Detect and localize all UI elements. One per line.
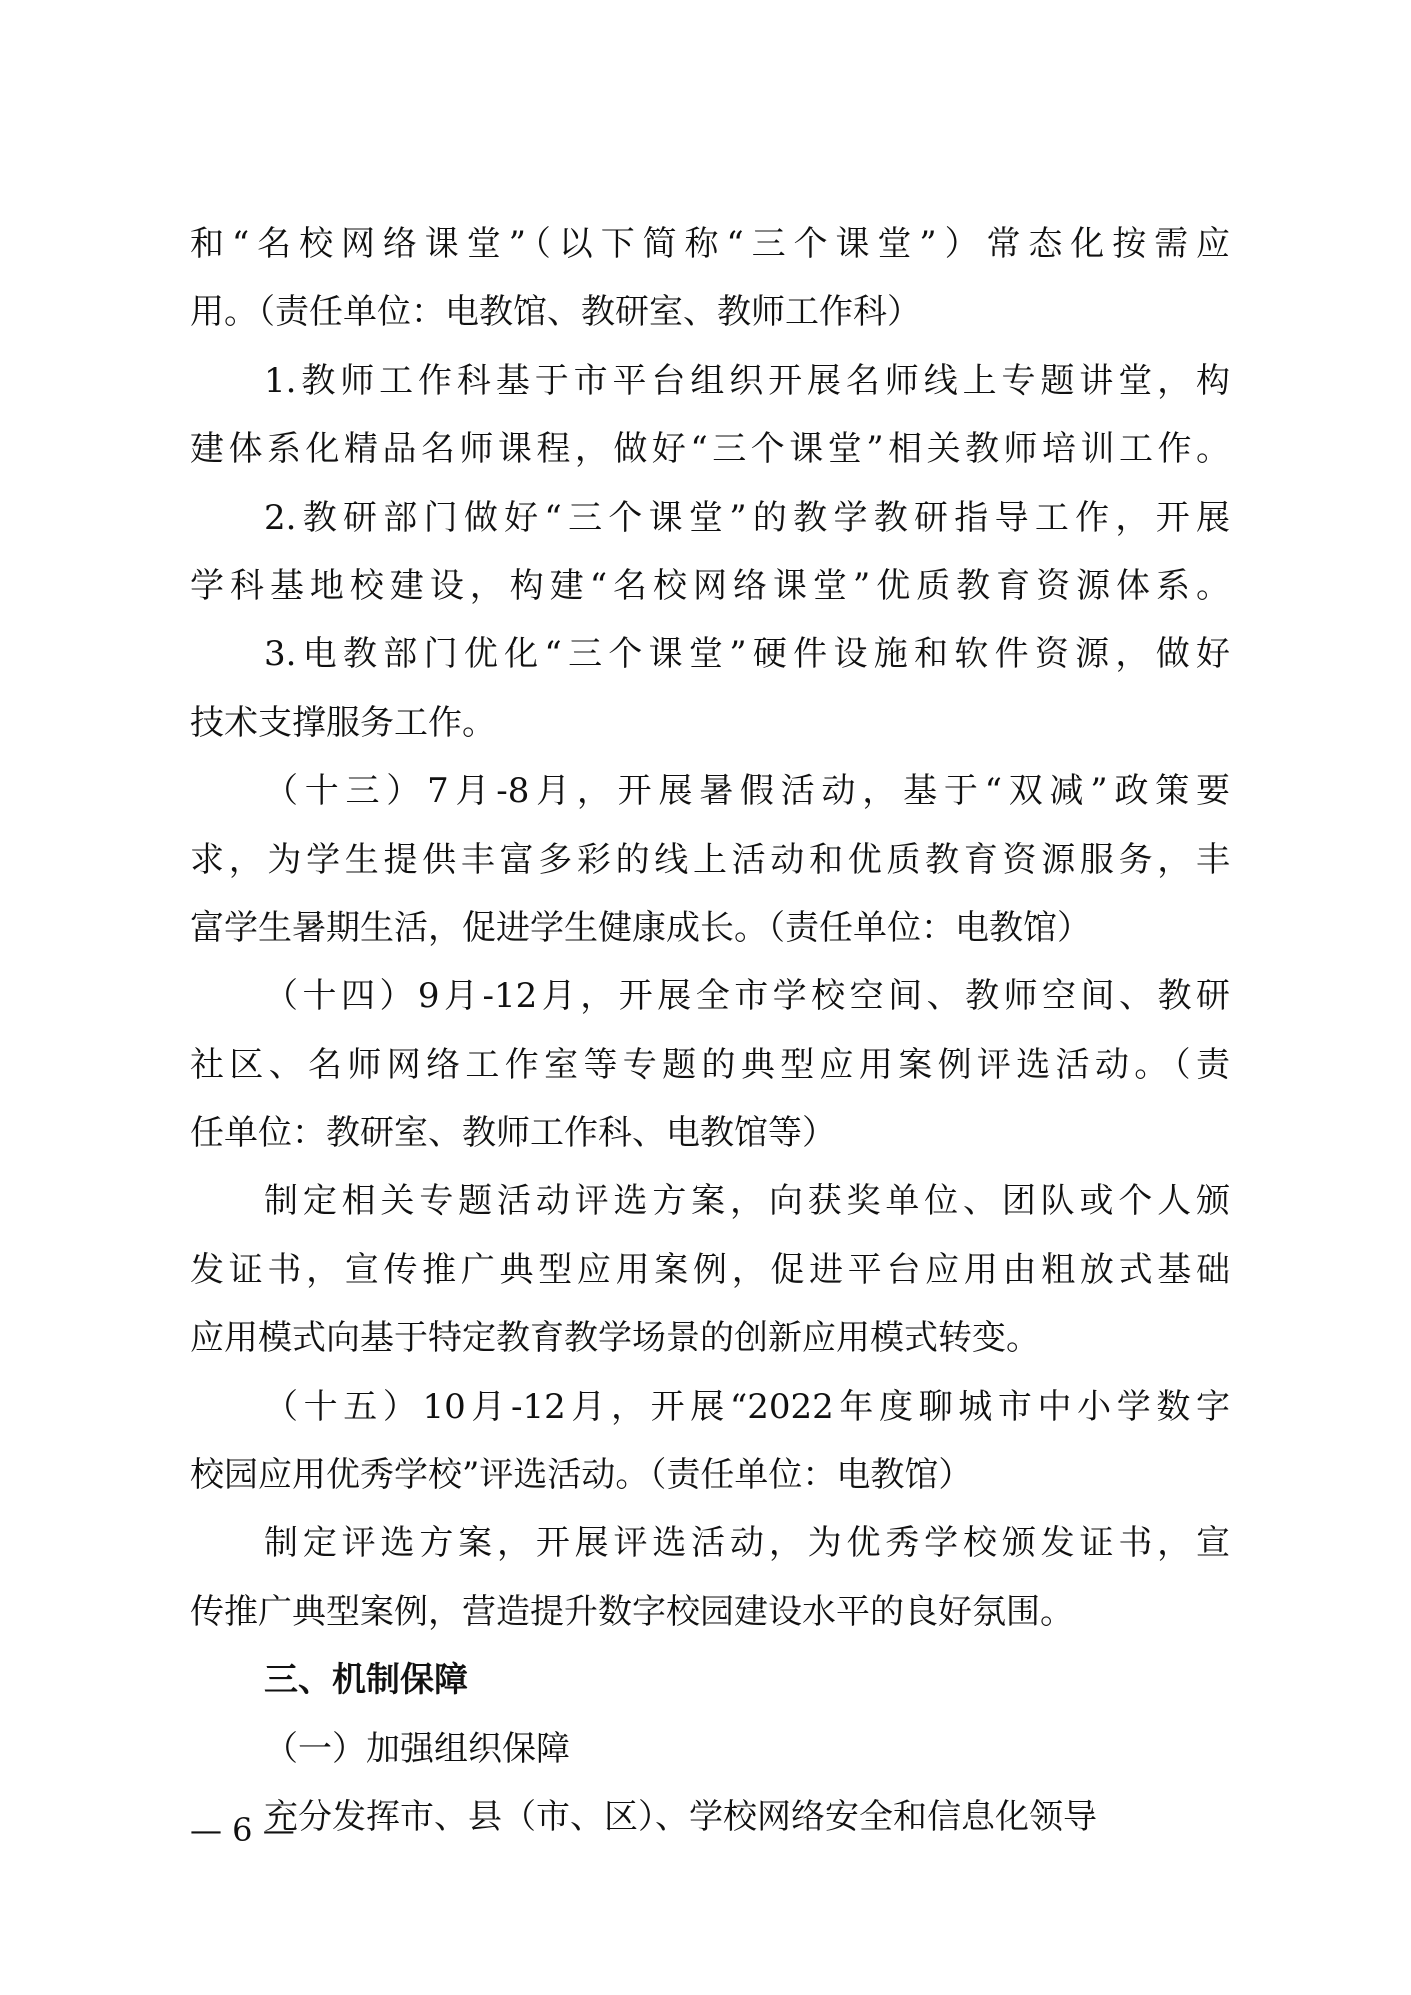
- paragraph-line: 富学生暑期生活，促进学生健康成长。（责任单位：电教馆）: [190, 907, 1091, 948]
- list-item-line: 2.教研部门做好“三个课堂”的教学教研指导工作，开展: [264, 497, 1230, 538]
- paragraph-line: 社区、名师网络工作室等专题的典型应用案例评选活动。（责: [190, 1044, 1230, 1085]
- paragraph-line: 发证书，宣传推广典型应用案例，促进平台应用由粗放式基础: [190, 1249, 1230, 1290]
- paragraph-line: 用。（责任单位：电教馆、教研室、教师工作科）: [190, 292, 921, 333]
- paragraph-line: 和“名校网络课堂”（以下简称“三个课堂”）常态化按需应: [190, 224, 1230, 264]
- document-body: [190, 210, 1230, 1851]
- list-item-line: 3.电教部门优化“三个课堂”硬件设施和软件资源，做好: [264, 634, 1230, 675]
- subsection-heading: （一）加强组织保障: [264, 1728, 570, 1769]
- paragraph-line: 求，为学生提供丰富多彩的线上活动和优质教育资源服务，丰: [190, 839, 1230, 880]
- list-item-line: 学科基地校建设，构建“名校网络课堂”优质教育资源体系。: [190, 565, 1230, 606]
- paragraph-line: 制定相关专题活动评选方案，向获奖单位、团队或个人颁: [264, 1181, 1230, 1222]
- paragraph-line: （十五）10月-12月，开展“2022年度聊城市中小学数字: [264, 1386, 1230, 1427]
- paragraph-line: 制定评选方案，开展评选活动，为优秀学校颁发证书，宣: [264, 1523, 1230, 1564]
- list-item-line: 1.教师工作科基于市平台组织开展名师线上专题讲堂，构: [264, 360, 1230, 401]
- paragraph-line: 校园应用优秀学校”评选活动。（责任单位：电教馆）: [190, 1455, 973, 1496]
- paragraph-line: 充分发挥市、县（市、区）、学校网络安全和信息化领导: [264, 1796, 1097, 1837]
- paragraph-line: 传推广典型案例，营造提升数字校园建设水平的良好氛围。: [190, 1591, 1074, 1632]
- list-item-line: 建体系化精品名师课程，做好“三个课堂”相关教师培训工作。: [190, 429, 1230, 470]
- list-item-line: 技术支撑服务工作。: [190, 702, 496, 743]
- page-number: — 6 —: [190, 1811, 295, 1849]
- section-heading: 三、机制保障: [264, 1660, 468, 1701]
- paragraph-line: 应用模式向基于特定教育教学场景的创新应用模式转变。: [190, 1318, 1040, 1359]
- paragraph-line: （十四）9月-12月，开展全市学校空间、教师空间、教研: [264, 976, 1230, 1017]
- paragraph-line: 任单位：教研室、教师工作科、电教馆等）: [190, 1113, 836, 1154]
- paragraph-line: （十三）7月-8月，开展暑假活动，基于“双减”政策要: [264, 771, 1230, 812]
